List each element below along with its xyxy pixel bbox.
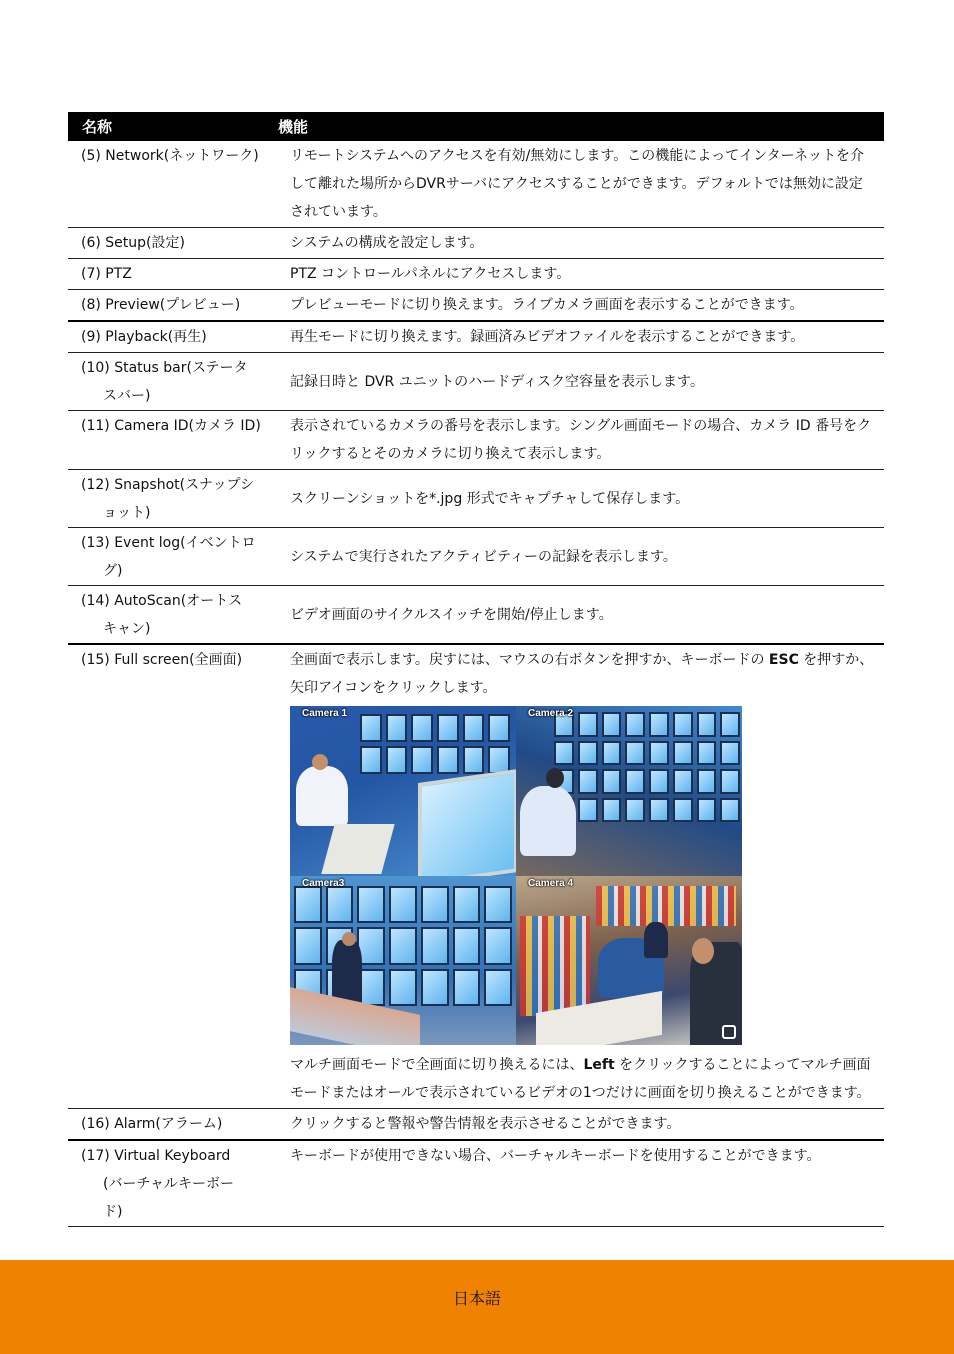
function-table <box>68 112 884 1227</box>
row-desc: 再生モードに切り換えます。録画済みビデオファイルを表示することができます。 <box>290 329 805 345</box>
table-row <box>68 528 884 586</box>
table-row <box>68 1109 884 1141</box>
table-row <box>68 645 884 1109</box>
table-row <box>68 353 884 411</box>
row-name: (17) Virtual Keyboard <box>81 1148 231 1164</box>
fullscreen-arrows-icon[interactable] <box>722 1025 736 1039</box>
row-name-cont: キャン) <box>103 621 151 637</box>
row-desc <box>276 645 884 1108</box>
row-desc: プレビューモードに切り換えます。ライブカメラ画面を表示することができます。 <box>290 297 804 313</box>
table-header <box>68 112 884 141</box>
row-desc: PTZ コントロールパネルにアクセスします。 <box>290 266 571 282</box>
header-function: 機能 <box>278 118 309 136</box>
table-row <box>68 290 884 322</box>
row-name: (11) Camera ID(カメラ ID) <box>81 418 261 434</box>
fullscreen-desc: 全画面で表示します。戻すには、マウスの右ボタンを押すか、キーボードの ESC を押すか、矢印アイコンをクリックします。 <box>290 652 874 696</box>
camera-view-4 <box>516 876 742 1045</box>
row-name-cont: グ) <box>103 563 123 579</box>
row-name: (15) Full screen(全画面) <box>81 652 243 668</box>
row-name: (14) AutoScan(オートス <box>81 593 243 609</box>
row-name: (7) PTZ <box>81 266 132 282</box>
camera-view-3 <box>290 876 516 1045</box>
row-desc: スクリーンショットを*.jpg 形式でキャプチャして保存します。 <box>290 490 690 507</box>
page-footer <box>0 1260 954 1354</box>
row-name-cont: ョット) <box>103 505 151 521</box>
table-row <box>68 586 884 645</box>
row-desc: クリックすると警報や警告情報を表示させることができます。 <box>290 1116 681 1132</box>
row-name: (6) Setup(設定) <box>81 235 185 251</box>
table-row <box>68 228 884 259</box>
person-figure <box>296 766 348 826</box>
person-figure <box>520 786 576 856</box>
row-name: (9) Playback(再生) <box>81 329 207 345</box>
camera-view-1 <box>290 706 516 876</box>
camera-label: Camera 4 <box>528 878 574 889</box>
header-name: 名称 <box>82 118 113 136</box>
row-desc: リモートシステムへのアクセスを有効/無効にします。この機能によってインターネットを介して離れた場所からDVRサーバにアクセスすることができます。デフォルトでは無効に設定されています。 <box>290 148 864 220</box>
left-key: Left <box>583 1057 615 1073</box>
table-row <box>68 259 884 290</box>
row-desc: 記録日時と DVR ユニットのハードディスク空容量を表示します。 <box>290 373 704 390</box>
row-name-cont: ド) <box>103 1204 123 1220</box>
table-row <box>68 470 884 528</box>
multiscreen-note: マルチ画面モードで全画面に切り換えるには、Left をクリックすることによってマルチ画面モードまたはオールで表示されているビデオの1つだけに画面を切り換えることができます。 <box>290 1057 871 1101</box>
table-row <box>68 1141 884 1227</box>
table-row <box>68 141 884 228</box>
row-name: (12) Snapshot(スナップシ <box>81 477 254 493</box>
camera-label: Camera 2 <box>528 708 574 719</box>
row-name: (8) Preview(プレビュー) <box>81 297 241 313</box>
row-desc: システムの構成を設定します。 <box>290 235 484 251</box>
row-name-cont: スバー) <box>103 388 151 404</box>
row-desc: キーボードが使用できない場合、バーチャルキーボードを使用することができます。 <box>290 1148 821 1164</box>
camera-label: Camera 1 <box>302 708 348 719</box>
row-name: (10) Status bar(ステータ <box>81 360 248 376</box>
row-name: (13) Event log(イベントロ <box>81 535 256 551</box>
esc-key: ESC <box>768 652 799 668</box>
row-name: (5) Network(ネットワーク) <box>81 148 259 164</box>
row-desc: ビデオ画面のサイクルスイッチを開始/停止します。 <box>290 606 613 623</box>
row-name: (16) Alarm(アラーム) <box>81 1116 223 1132</box>
row-name-cont: (バーチャルキーボー <box>103 1176 235 1192</box>
camera-grid-screenshot <box>290 706 742 1045</box>
footer-language: 日本語 <box>452 1289 501 1308</box>
table-row <box>68 322 884 353</box>
camera-label: Camera3 <box>302 878 345 889</box>
camera-view-2 <box>516 706 742 876</box>
row-desc: システムで実行されたアクティビティーの記録を表示します。 <box>290 548 677 565</box>
table-row <box>68 411 884 470</box>
row-desc: 表示されているカメラの番号を表示します。シングル画面モードの場合、カメラ ID 番号をクリックするとそのカメラに切り換えて表示します。 <box>290 418 872 462</box>
